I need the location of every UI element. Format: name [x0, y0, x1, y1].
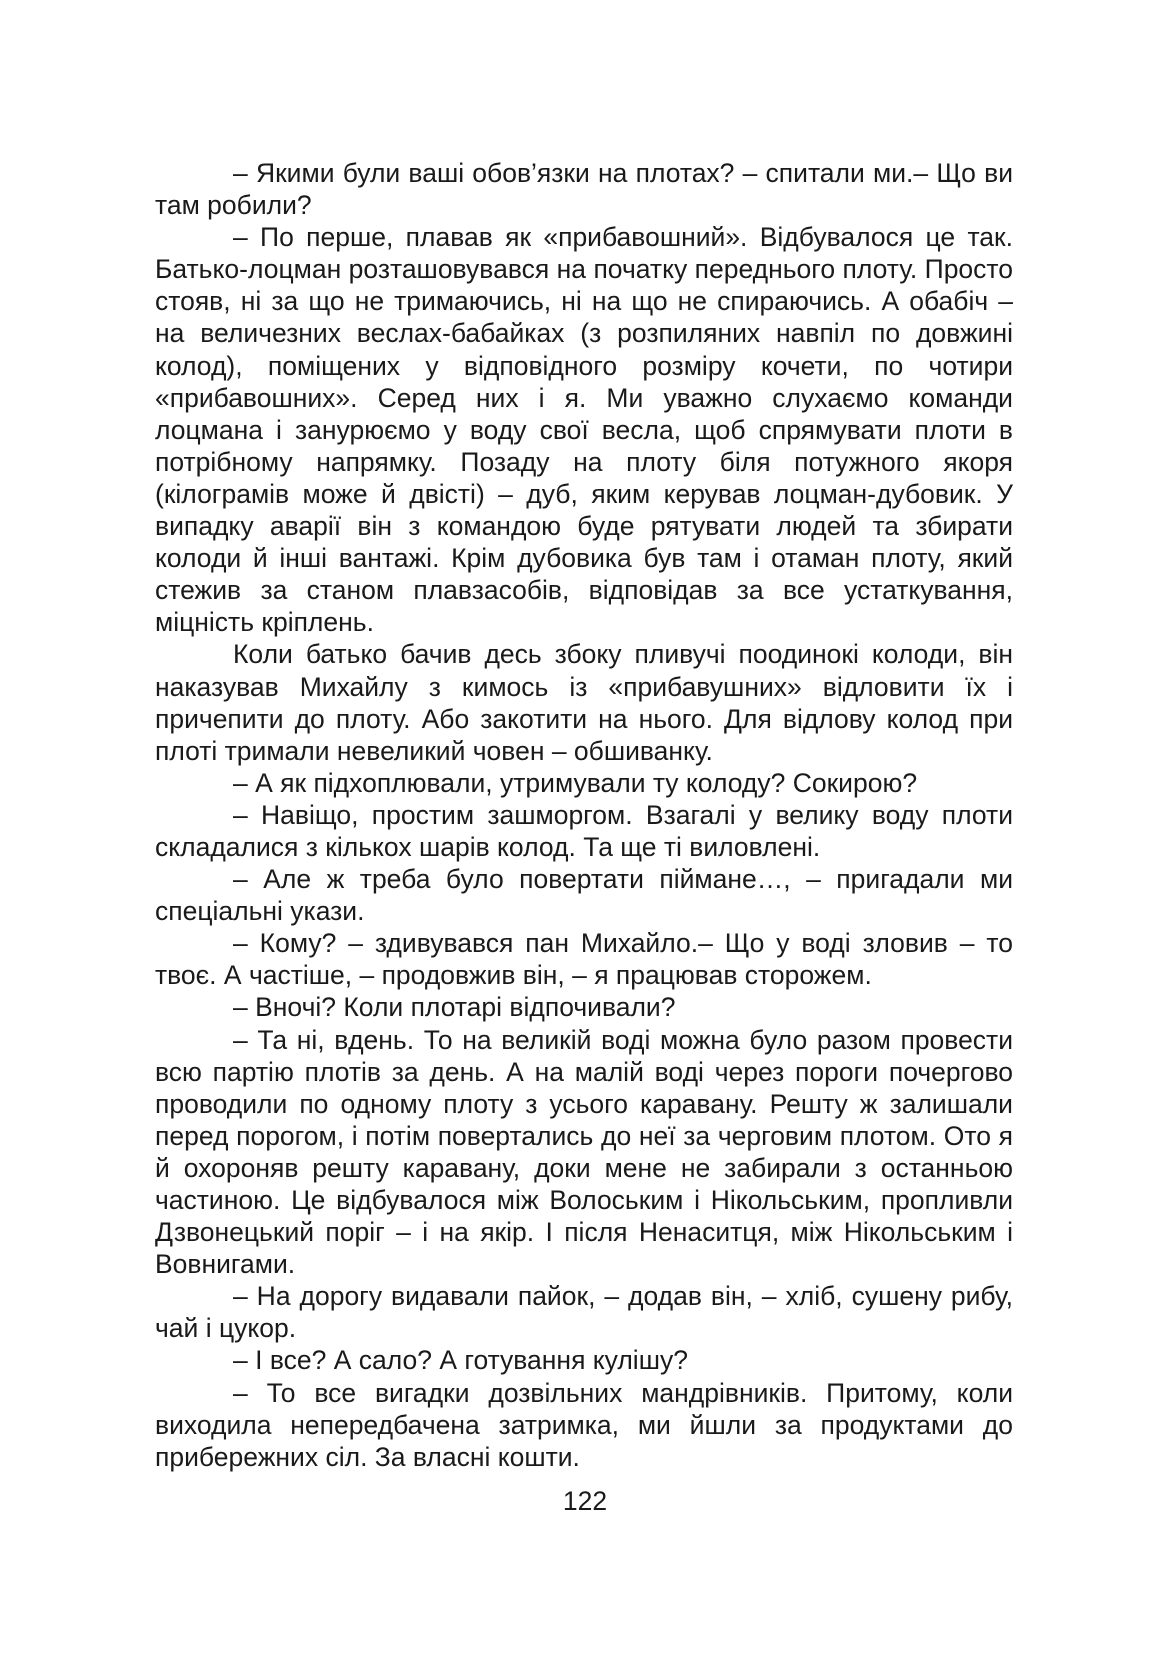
- paragraph-6: – Але ж треба було повертати піймане…, – пригадали ми спеціальні укази.: [155, 864, 1013, 927]
- paragraph-10: – На дорогу видавали пайок, – додав він, – хліб, сушену рибу, чай і цукор.: [155, 1281, 1013, 1344]
- paragraph-7: – Кому? – здивувався пан Михайло.– Що у воді зловив – то твоє. А частіше, – продовжив він, – я працював сторожем.: [155, 928, 1013, 991]
- page-number: 122: [562, 1486, 608, 1516]
- paragraph-12: – То все вигадки дозвільних мандрівників. Притому, коли виходила непередбачена затримка, ми йшли за продуктами до прибережних сіл. За власні кошти.: [155, 1377, 1013, 1472]
- body-text: [155, 157, 1013, 1473]
- paragraph-4: – А як підхоплювали, утримували ту колоду? Сокирою?: [233, 767, 918, 798]
- paragraph-5: – Навіщо, простим зашморгом. Взагалі у велику воду плоти складалися з кількох шарів колод. Та ще ті виловлені.: [155, 799, 1013, 862]
- paragraph-11: – І все? А сало? А готування кулішу?: [233, 1345, 688, 1376]
- paragraph-3: Коли батько бачив десь збоку пливучі поодинокі колоди, він наказував Михайлу з кимось із «прибавушних» відловити їх і причепити до плоту. Або закотити на нього. Для відлову колод при плоті тримали невеликий човен – обшиванку.: [155, 639, 1013, 766]
- paragraph-9: – Та ні, вдень. То на великій воді можна було разом провести всю партію плотів за день. А на малій воді через пороги почергово проводили по одному плоту з усього каравану. Решту ж залишали перед порогом, і потім повертались до неї за черговим плотом. Ото я й охороняв решту каравану, доки мене не забирали з останньою частиною. Це відбувалося між Волоським і Нікольським, пропливли Дзвонецький поріг – і на якір. І після Ненаситця, між Нікольським і Вовнигами.: [155, 1024, 1013, 1280]
- paragraph-2: – По перше, плавав як «прибавошний». Відбувалося це так. Батько-лоцман розташовувався на початку переднього плоту. Просто стояв, ні за що не тримаючись, ні на що не спираючись. А обабіч – на величезних веслах-бабайках (з розпиляних навпіл по довжині колод), поміщених у відповідного розміру кочети, по чотири «прибавошних». Серед них і я. Ми уважно слухаємо команди лоцмана і занурюємо у воду свої весла, щоб спрямувати плоти в потрібному напрямку. Позаду на плоту біля потужного якоря (кілограмів може й двісті) – дуб, яким керував лоцман-дубовик. У випадку аварії він з командою буде рятувати людей та збирати колоди й інші вантажі. Крім дубовика був там і отаман плоту, який стежив за станом плавзасобів, відповідав за все устаткування, міцність кріплень.: [155, 222, 1013, 638]
- paragraph-8: – Вночі? Коли плотарі відпочивали?: [233, 992, 676, 1023]
- paragraph-1: – Якими були ваші обов’язки на плотах? – спитали ми.– Що ви там робили?: [155, 158, 1013, 221]
